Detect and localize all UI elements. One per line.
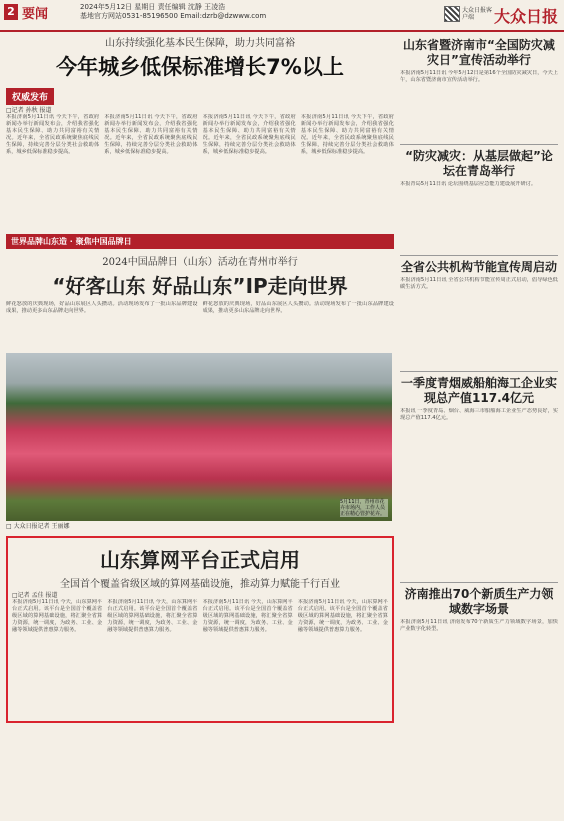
- qr-code-icon: [444, 6, 460, 22]
- article3-headline: 山东算网平台正式启用: [100, 548, 300, 572]
- section-band: 世界品牌山东造 · 聚焦中国品牌日: [6, 234, 394, 249]
- r5-headline: 济南推出70个新质生产力领域数字场景: [404, 587, 554, 616]
- r4-headline: 一季度青烟威船舶海工企业实现总产值117.4亿元: [400, 376, 557, 405]
- article1-body: 本报济南5月11日讯 今天下午，省政府新闻办举行新闻发布会，介绍我省强化基本民生保障、助力共同富裕有关情况。近年来，全省民政系统聚焦底线民生保障，持续完善分层分类社会救助体系，城乡低保标准稳步提高。: [6, 114, 100, 155]
- article3-body-2: 本报济南5月11日讯 今天，山东算网平台正式启用。该平台是全国首个覆盖省级区域的算网基础设施，将汇聚全省算力资源，统一调度，为政务、工业、金融等领域提供普惠算力服务。: [107, 599, 198, 633]
- article3-subhead: 全国首个覆盖省级区域的算网基础设施，推动算力赋能千行百业: [60, 579, 340, 590]
- divider: [400, 255, 558, 256]
- article1-body-4: 本报济南5月11日讯 今天下午，省政府新闻办举行新闻发布会，介绍我省强化基本民生保障、助力共同富裕有关情况。近年来，全省民政系统聚焦底线民生保障，持续完善分层分类社会救助体系，城乡低保标准稳步提高。: [300, 114, 394, 155]
- r4-body: 本报讯 一季度青岛、烟台、威海三市船舶海工企业生产态势良好，实现总产值117.4亿元。: [400, 408, 558, 421]
- article1-body-3: 本报济南5月11日讯 今天下午，省政府新闻办举行新闻发布会，介绍我省强化基本民生保障、助力共同富裕有关情况。近年来，全省民政系统聚焦底线民生保障，持续完善分层分类社会救助体系，城乡低保标准稳步提高。: [202, 114, 296, 155]
- contact-info: 基地官方网站0531-85196500 Email:dzrb@dzwww.com: [80, 12, 267, 20]
- article3-byline: □记者 孟佳 报道: [12, 592, 58, 599]
- r1-headline: 山东省暨济南市“全国防灾减灾日”宣传活动举行: [403, 38, 555, 67]
- article3-body-4: 本报济南5月11日讯 今天，山东算网平台正式启用。该平台是全国首个覆盖省级区域的算网基础设施，将汇聚全省算力资源，统一调度，为政务、工业、金融等领域提供普惠算力服务。: [297, 599, 388, 633]
- article2-headline: “好客山东 好品山东”IP走向世界: [52, 274, 348, 298]
- left-column: [6, 34, 394, 723]
- r3-body: 本报济南5月11日讯 全省公共机构节能宣传周正式启动，倡导绿色低碳生活方式。: [400, 277, 558, 290]
- article1-byline: □记者 孙秋 报道: [6, 107, 52, 114]
- flower-market-photo: [6, 353, 392, 521]
- issue-date: 2024年5月12日 星期日 责任编辑 沈静 王凌浩: [80, 3, 226, 11]
- divider: [400, 582, 558, 583]
- article2-kicker: 2024中国品牌日（山东）活动在青州市举行: [102, 257, 298, 268]
- article2-byline: □ 大众日报记者 王丽娜: [6, 523, 70, 530]
- article2-body: 鲜花怒放的庆典现场，好品山东展区人头攒动。活动现场发布了一批山东品牌建设成果，推动更多山东品牌走向世界。: [6, 301, 198, 314]
- r1-body: 本报济南5月11日讯 今年5月12日是第16个全国防灾减灾日，今天上午，山东省暨济南市宣传活动举行。: [400, 70, 558, 83]
- divider: [400, 144, 558, 145]
- article3-box: [6, 536, 394, 723]
- article1-columns: [6, 114, 394, 230]
- r2-body: 本报青岛5月11日讯 论坛围绕基层应急能力建设展开研讨。: [400, 181, 537, 187]
- r5-body: 本报济南5月11日讯 济南发布70个新质生产力领域数字场景，加快产业数字化转型。: [400, 619, 558, 632]
- article2-body-2: 鲜花怒放的庆典现场，好品山东展区人头攒动。活动现场发布了一批山东品牌建设成果，推动更多山东品牌走向世界。: [202, 301, 394, 314]
- article1-body-2: 本报济南5月11日讯 今天下午，省政府新闻办举行新闻发布会，介绍我省强化基本民生保障、助力共同富裕有关情况。近年来，全省民政系统聚焦底线民生保障，持续完善分层分类社会救助体系，城乡低保标准稳步提高。: [104, 114, 198, 155]
- r3-headline: 全省公共机构节能宣传周启动: [400, 260, 557, 274]
- masthead-meta: [80, 3, 266, 21]
- right-column: [400, 34, 558, 689]
- divider: [400, 371, 558, 372]
- article3-body: 本报济南5月11日讯 今天，山东算网平台正式启用。该平台是全国首个覆盖省级区域的算网基础设施，将汇聚全省算力资源，统一调度，为政务、工业、金融等领域提供普惠算力服务。: [12, 599, 103, 633]
- article3-columns: [12, 599, 388, 717]
- article3-body-3: 本报济南5月11日讯 今天，山东算网平台正式启用。该平台是全国首个覆盖省级区域的算网基础设施，将汇聚全省算力资源，统一调度，为政务、工业、金融等领域提供普惠算力服务。: [202, 599, 293, 633]
- newspaper-logo: 大众日报: [493, 7, 558, 26]
- qr-label: 大众日报客户端: [462, 7, 493, 21]
- article1-headline: 今年城乡低保标准增长7%以上: [56, 55, 344, 79]
- r2-headline: “防灾减灾：从基层做起”论坛在青岛举行: [405, 149, 553, 178]
- page-number: 2: [4, 4, 18, 20]
- article2-columns: [6, 301, 394, 353]
- photo-caption: 5月11日，青州市花卉市场内，工作人员正在精心管护花卉。: [340, 499, 388, 517]
- section-title: 要闻: [22, 7, 49, 22]
- article1-kicker: 山东持续强化基本民生保障，助力共同富裕: [105, 38, 295, 49]
- masthead: [0, 0, 564, 32]
- authority-badge: 权威发布: [6, 88, 54, 105]
